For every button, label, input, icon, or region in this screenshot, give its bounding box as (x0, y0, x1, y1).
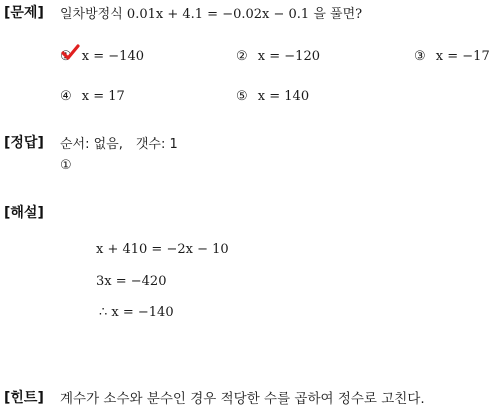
hint-text: 계수가 소수와 분수인 경우 적당한 수를 곱하여 정수로 고친다. (60, 391, 425, 407)
answer-label: [정답] (4, 135, 44, 151)
solution-line-2: 3x = −420 (96, 274, 167, 289)
option-5-number: ⑤ (236, 89, 248, 104)
answer-summary: 순서: 없음, 갯수: 1 (60, 137, 178, 152)
option-1-text: x = −140 (81, 49, 144, 64)
solution-line-1: x + 410 = −2x − 10 (96, 242, 229, 257)
hint-label: [힌트] (4, 390, 44, 406)
option-3-text: x = −17 (435, 49, 490, 64)
option-4-number: ④ (60, 89, 72, 104)
option-2[interactable] (236, 49, 320, 64)
option-1-number: ① (60, 49, 72, 64)
option-4[interactable] (60, 89, 125, 104)
option-5-text: x = 140 (257, 89, 310, 104)
option-3-number: ③ (414, 49, 426, 64)
solution-label: [해설] (4, 205, 44, 221)
option-4-text: x = 17 (81, 89, 125, 104)
problem-text: 일차방정식 0.01x + 4.1 = −0.02x − 0.1 을 풀면? (60, 7, 363, 22)
answer-value: ① (60, 158, 72, 173)
checkmark-icon (60, 43, 80, 63)
option-2-number: ② (236, 49, 248, 64)
option-5[interactable] (236, 89, 309, 104)
option-3[interactable] (414, 49, 490, 64)
problem-label: [문제] (4, 5, 44, 21)
option-2-text: x = −120 (257, 49, 320, 64)
solution-line-3: ∴ x = −140 (99, 305, 174, 320)
